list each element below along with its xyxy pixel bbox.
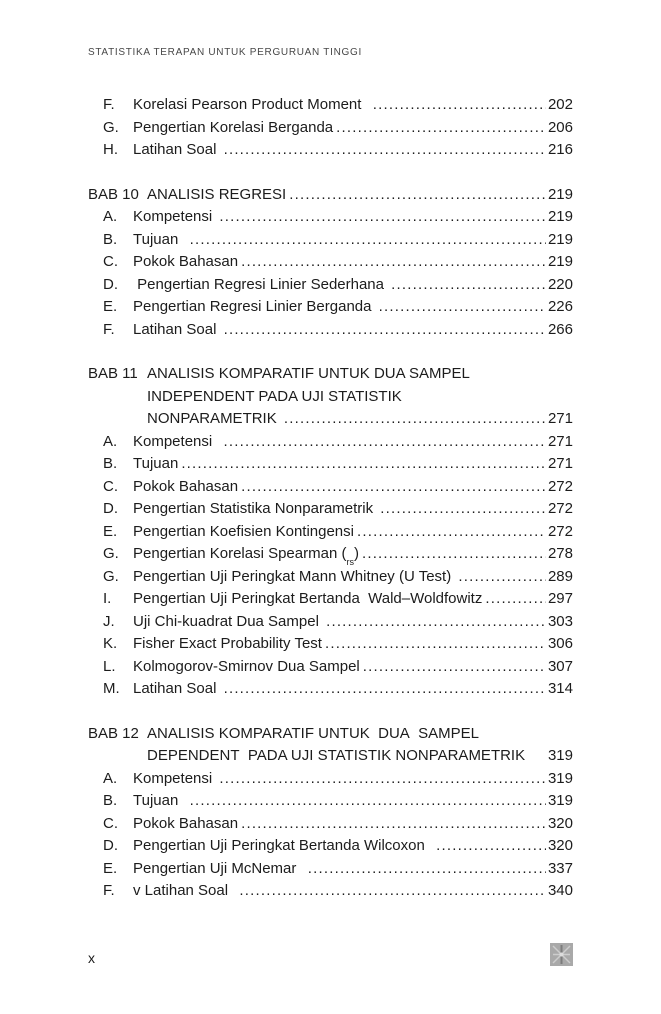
entry-label: A. — [103, 208, 118, 225]
chapter-title-text: DEPENDENT PADA UJI STATISTIK NONPARAMETRIK — [147, 747, 526, 764]
entry-page: 219 — [547, 253, 573, 270]
entry-label: K. — [103, 635, 118, 652]
entry-title: Pokok Bahasan — [133, 477, 239, 495]
entry-title: Kompetensi — [133, 432, 221, 450]
entry-label: G. — [103, 118, 119, 136]
chapter-heading — [88, 363, 573, 431]
chapter-title-line — [147, 745, 573, 768]
entry-title: Pengertian Uji Peringkat Mann Whitney (U Test) — [133, 567, 456, 585]
toc-entry — [88, 476, 573, 499]
entry-label: F. — [103, 96, 115, 113]
entry-label: L. — [103, 657, 116, 675]
running-header: STATISTIKA TERAPAN UNTUK PERGURUAN TINGGI — [88, 47, 362, 58]
dot-leader — [308, 858, 546, 881]
toc-entry — [88, 431, 573, 454]
entry-title: Tujuan — [133, 455, 179, 472]
entry-title: Tujuan — [133, 792, 187, 809]
toc-entry — [88, 521, 573, 544]
chapter-label: BAB 11 — [88, 365, 138, 382]
entry-title: Korelasi Pearson Product Moment — [133, 96, 370, 113]
dot-leader — [284, 408, 546, 431]
entry-label: I. — [103, 590, 112, 607]
entry-page: 226 — [547, 298, 573, 315]
dot-leader — [219, 768, 546, 791]
chapter-label: BAB 10 — [88, 185, 139, 203]
entry-page: 266 — [547, 320, 573, 338]
dot-leader — [325, 633, 546, 656]
entry-page: 278 — [547, 545, 573, 562]
dot-leader — [241, 476, 546, 499]
entry-page: 206 — [547, 118, 573, 136]
dot-leader — [224, 139, 546, 162]
chapter-title-line — [147, 184, 573, 207]
dot-leader — [458, 566, 546, 589]
entry-title-subscript: rs — [346, 557, 354, 567]
chapter-title-text: NONPARAMETRIK — [147, 410, 281, 427]
entry-title: Pengertian Korelasi Berganda — [133, 118, 334, 136]
entry-page: 216 — [547, 141, 573, 158]
toc — [88, 94, 573, 903]
entry-title: Pengertian Uji Peringkat Bertanda Wilcoxon — [133, 837, 434, 854]
entry-label: B. — [103, 230, 118, 248]
entry-page: 306 — [547, 635, 573, 652]
toc-entry — [88, 813, 573, 836]
page-number: x — [88, 950, 95, 966]
dot-leader — [357, 521, 546, 544]
entry-page: 271 — [547, 432, 573, 450]
toc-entry — [88, 678, 573, 701]
entry-title: Latihan Soal — [133, 680, 221, 697]
entry-label: A. — [103, 769, 118, 787]
toc-entry — [88, 768, 573, 791]
entry-title: Pengertian Statistika Nonparametrik — [133, 500, 378, 517]
entry-page: 337 — [547, 859, 573, 877]
dot-leader — [373, 94, 546, 117]
entry-label: B. — [103, 455, 118, 472]
entry-title: Kompetensi — [133, 208, 217, 225]
entry-title: v Latihan Soal — [133, 882, 237, 899]
dot-leader — [190, 229, 546, 252]
entry-label: M. — [103, 680, 120, 697]
entry-label: C. — [103, 253, 118, 270]
entry-title: Pengertian Uji McNemar — [133, 859, 305, 877]
entry-page: 319 — [547, 792, 573, 809]
entry-page: 297 — [547, 590, 573, 607]
publisher-stamp-icon — [550, 943, 573, 966]
entry-label: G. — [103, 567, 119, 585]
chapter-page: 271 — [547, 410, 573, 427]
toc-entry — [88, 139, 573, 162]
entry-label: E. — [103, 859, 118, 877]
entry-page: 271 — [547, 455, 573, 472]
dot-leader — [239, 880, 546, 903]
entry-page: 320 — [547, 814, 573, 832]
entry-label: D. — [103, 500, 118, 517]
entry-title: Fisher Exact Probability Test — [133, 635, 322, 652]
entry-label: G. — [103, 545, 119, 562]
toc-entry — [88, 880, 573, 903]
toc-entry — [88, 588, 573, 611]
entry-page: 314 — [547, 680, 573, 697]
dot-leader — [379, 296, 546, 319]
chapter-title-line: ANALISIS KOMPARATIF UNTUK DUA SAMPEL — [147, 724, 480, 742]
entry-title-part: Pengertian Korelasi Spearman ( — [133, 545, 347, 562]
chapter-title-line: INDEPENDENT PADA UJI STATISTIK — [147, 387, 402, 405]
entry-page: 219 — [547, 208, 573, 225]
toc-entry — [88, 498, 573, 521]
entry-title: Kompetensi — [133, 769, 217, 787]
toc-section — [88, 94, 573, 162]
entry-label: D. — [103, 275, 118, 293]
dot-leader — [380, 498, 546, 521]
dot-leader — [391, 274, 546, 297]
entry-page: 307 — [547, 657, 573, 675]
dot-leader — [485, 588, 546, 611]
chapter-title-line — [147, 408, 573, 431]
dot-leader — [181, 453, 546, 476]
entry-label: C. — [103, 814, 118, 832]
entry-title: Uji Chi-kuadrat Dua Sampel — [133, 612, 324, 630]
toc-entry — [88, 633, 573, 656]
toc-entry — [88, 611, 573, 634]
chapter-label: BAB 12 — [88, 724, 139, 742]
entry-title — [133, 543, 359, 566]
chapter-title-text: ANALISIS REGRESI — [147, 185, 287, 203]
toc-entry — [88, 274, 573, 297]
toc-entry — [88, 117, 573, 140]
dot-leader — [224, 319, 546, 342]
dot-leader — [190, 790, 546, 813]
chapter-title — [147, 363, 573, 431]
entry-label: J. — [103, 612, 115, 630]
toc-entry — [88, 94, 573, 117]
toc-section — [88, 363, 573, 701]
entry-title: Pengertian Regresi Linier Berganda — [133, 298, 376, 315]
entry-page: 272 — [547, 522, 573, 540]
dot-leader — [224, 678, 546, 701]
entry-label: F. — [103, 882, 115, 899]
chapter-page: 319 — [547, 747, 573, 764]
dot-leader — [289, 184, 546, 207]
entry-page: 220 — [547, 275, 573, 293]
dot-leader — [363, 656, 546, 679]
entry-page: 340 — [547, 882, 573, 899]
entry-title: Kolmogorov-Smirnov Dua Sampel — [133, 657, 360, 675]
entry-label: A. — [103, 432, 118, 450]
entry-title: Tujuan — [133, 230, 187, 248]
toc-entry — [88, 543, 573, 566]
entry-title: Pengertian Regresi Linier Sederhana — [133, 275, 389, 293]
entry-page: 219 — [547, 230, 573, 248]
entry-title-part: ) — [353, 545, 359, 562]
toc-entry — [88, 206, 573, 229]
entry-label: E. — [103, 298, 118, 315]
entry-title: Latihan Soal — [133, 141, 221, 158]
entry-title: Pokok Bahasan — [133, 253, 239, 270]
entry-page: 319 — [547, 769, 573, 787]
dot-leader — [241, 813, 546, 836]
chapter-heading — [88, 184, 573, 207]
entry-label: D. — [103, 837, 118, 854]
toc-entry — [88, 251, 573, 274]
entry-page: 272 — [547, 477, 573, 495]
dot-leader — [436, 835, 546, 858]
entry-title: Pokok Bahasan — [133, 814, 239, 832]
toc-entry — [88, 566, 573, 589]
dot-leader — [241, 251, 546, 274]
toc-entry — [88, 453, 573, 476]
entry-label: B. — [103, 792, 118, 809]
toc-entry — [88, 296, 573, 319]
entry-title: Pengertian Uji Peringkat Bertanda Wald–Woldfowitz — [133, 590, 483, 607]
chapter-page: 219 — [547, 185, 573, 203]
entry-title: Pengertian Koefisien Kontingensi — [133, 522, 354, 540]
entry-label: F. — [103, 320, 115, 338]
dot-leader — [362, 543, 546, 566]
dot-leader — [219, 206, 546, 229]
chapter-title — [147, 184, 573, 207]
toc-entry — [88, 319, 573, 342]
dot-leader — [336, 117, 546, 140]
entry-label: H. — [103, 141, 118, 158]
toc-section — [88, 184, 573, 342]
toc-entry — [88, 656, 573, 679]
chapter-title-line: ANALISIS KOMPARATIF UNTUK DUA SAMPEL — [147, 365, 470, 382]
dot-leader — [224, 431, 546, 454]
toc-section — [88, 723, 573, 903]
entry-page: 303 — [547, 612, 573, 630]
toc-entry — [88, 229, 573, 252]
chapter-title — [147, 723, 573, 768]
entry-title: Latihan Soal — [133, 320, 221, 338]
chapter-heading — [88, 723, 573, 768]
entry-page: 320 — [547, 837, 573, 854]
entry-label: C. — [103, 477, 118, 495]
dot-leader — [326, 611, 546, 634]
toc-entry — [88, 858, 573, 881]
entry-page: 289 — [547, 567, 573, 585]
entry-label: E. — [103, 522, 118, 540]
toc-entry — [88, 835, 573, 858]
entry-page: 202 — [547, 96, 573, 113]
toc-entry — [88, 790, 573, 813]
entry-page: 272 — [547, 500, 573, 517]
